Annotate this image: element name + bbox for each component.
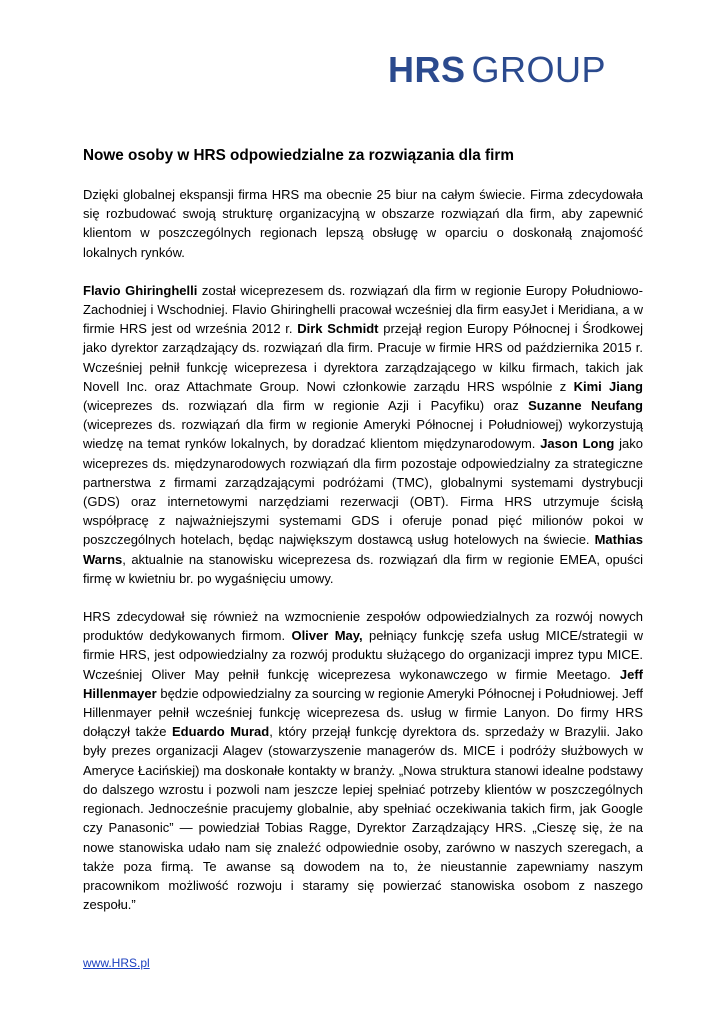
text: jako wiceprezes ds. międzynarodowych rozwiązań dla firm pozostaje odpowiedzialny za strategiczne partnerstwa z firmami zarządzającymi podróżami (TMC), globalnymi systemami dystrybucji (GDS) oraz internetowymi narzędziami rezerwacji (OBT). Firma HRS utrzymuje ścisłą współpracę z najważniejszymi systemami GDS i oferuje ponad pięć milionów pokoi w poszczególnych hotelach, będąc największym dostawcą usług hotelowych na świecie. <box>83 436 643 548</box>
logo-hrs: HRS <box>388 49 466 90</box>
text: będzie odpowiedzialny za sourcing w regionie Ameryki Północnej i Południowej. Jeff Hillenmayer pełnił wcześniej funkcję wiceprezesa ds. usług w firmie Lanyon. Do firmy HRS dołączył także <box>83 685 643 740</box>
text: przejął region Europy Północnej i Środkowej jako dyrektor zarządzający ds. rozwiązań dla firm. Pracuje w firmie HRS od października 2015 r. Wcześniej pełnił funkcję wiceprezesa i dyrektora zarządzającego w kilku firmach, takich jak Novell Inc. oraz Attachmate Group. Nowi członkowie zarządu HRS wspólnie z <box>83 321 643 394</box>
article-body <box>83 185 643 933</box>
name-dirk: Dirk Schmidt <box>297 321 379 337</box>
name-suzanne: Suzanne Neufang <box>528 398 643 414</box>
text: pełniący funkcję szefa usług MICE/strategii w firmie HRS, jest odpowiedzialny za rozwój produktu służącego do organizacji imprez typu MICE. Wcześniej Oliver May pełnił funkcję wiceprezesa wykonawczego w firmie Meetago. <box>83 628 643 682</box>
name-eduardo: Eduardo Murad <box>172 724 270 740</box>
logo-group: GROUP <box>471 49 607 90</box>
paragraph-intro: Dzięki globalnej ekspansji firma HRS ma obecnie 25 biur na całym świecie. Firma zdecydowała się rozbudować swoją strukturę organizacyjną w obszarze rozwiązań dla firm, aby zapewnić klientom w poszczególnych regionach lepszą obsługę w oparciu o doskonałą znajomość lokalnych rynków. <box>83 187 643 260</box>
name-flavio: Flavio Ghiringhelli <box>83 282 198 298</box>
text: został wiceprezesem ds. rozwiązań dla firm w regionie Europy Południowo-Zachodniej i Wschodniej. Flavio Ghiringhelli pracował wcześniej dla firm easyJet i Meridiana, a w firmie HRS jest od września 2012 r. <box>83 282 643 337</box>
text: (wiceprezes ds. rozwiązań dla firm w regionie Azji i Pacyfiku) oraz <box>83 398 529 414</box>
name-jeff: Jeff Hillenmayer <box>83 666 643 701</box>
text: , który przejął funkcję dyrektora ds. sprzedaży w Brazylii. Jako były prezes organizacji Alagev (stowarzyszenie managerów ds. MICE i podróży służbowych w Ameryce Łacińskiej) ma doskonałe kontakty w branży. „Nowa struktura stanowi idealne podstawy do dalszego wzrostu i pozwoli nam jeszcze lepiej spełniać potrzeby klientów w poszczególnych regionach. Jednocześnie pracujemy globalnie, aby spełniać oczekiwania takich firm, jak Google czy Panasonic” — powiedział Tobias Ragge, Dyrektor Zarządzający HRS. „Cieszę się, że na nowe stanowiska udało nam się znaleźć odpowiednie osoby, zarówno w naszych szeregach, a także poza firmą. Te awanse są dowodem na to, że nieustannie zapewniamy naszym pracownikom możliwość rozwoju i staramy się powierzać stanowiska osobom z naszego zespołu.” <box>83 724 643 913</box>
text: HRS zdecydował się również na wzmocnienie zespołów odpowiedzialnych za rozwój nowych produktów dedykowanych firmom. <box>83 609 643 644</box>
name-oliver: Oliver May, <box>291 628 363 644</box>
hrs-group-logo <box>388 50 606 90</box>
page-title: Nowe osoby w HRS odpowiedzialne za rozwiązania dla firm <box>83 147 514 164</box>
name-jason: Jason Long <box>540 436 615 452</box>
text: , aktualnie na stanowisku wiceprezesa ds. rozwiązań dla firm w regionie EMEA, opuści firmę w kwietniu br. po wygaśnięciu umowy. <box>83 551 643 586</box>
paragraph-management <box>83 281 643 588</box>
text: (wiceprezes ds. rozwiązań dla firm w regionie Ameryki Północnej i Południowej) wykorzystują wiedzę na temat rynków lokalnych, by doradzać klientom międzynarodowym. <box>83 417 643 452</box>
footer-website-link[interactable]: www.HRS.pl <box>83 956 150 970</box>
name-mathias: Mathias Warns <box>83 532 643 567</box>
name-kimi: Kimi Jiang <box>573 378 643 394</box>
paragraph-product-teams <box>83 607 643 914</box>
